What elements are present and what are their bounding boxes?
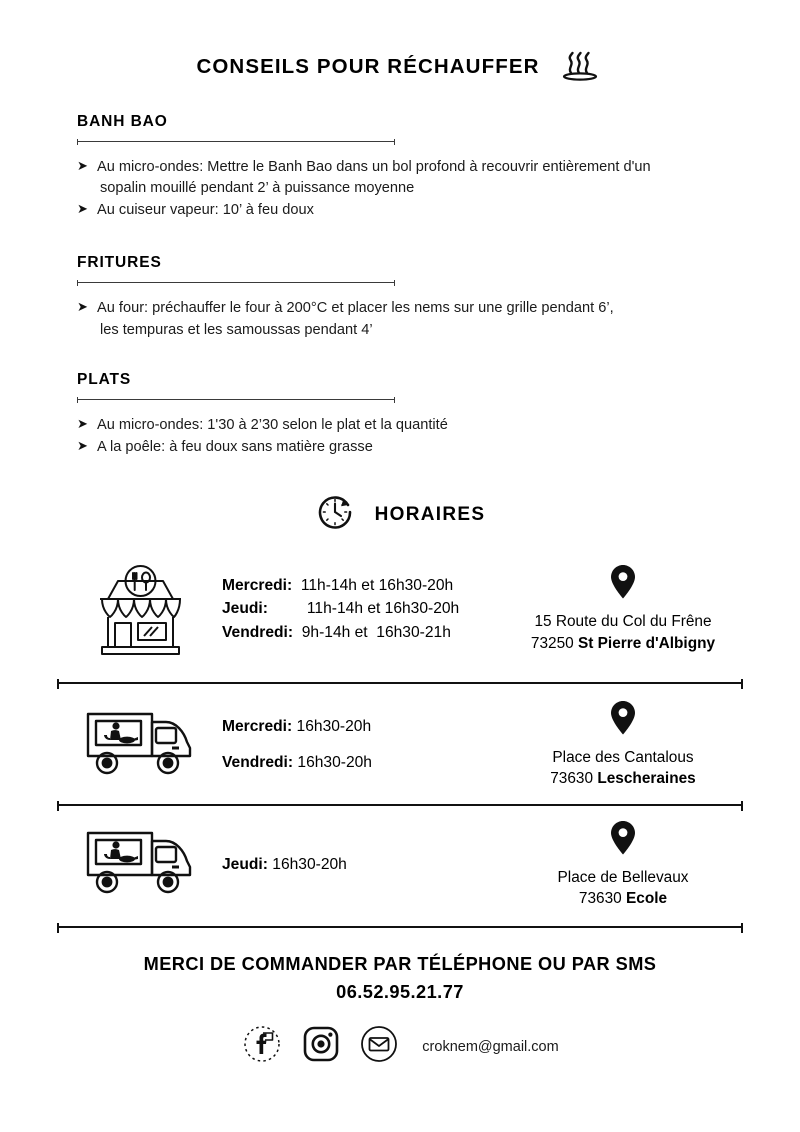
lescheraines-hours bbox=[210, 715, 498, 775]
block-divider bbox=[57, 926, 743, 928]
instruction-list bbox=[77, 415, 800, 458]
section-divider bbox=[77, 141, 395, 142]
map-pin-icon bbox=[498, 820, 748, 861]
instruction-item bbox=[77, 298, 800, 340]
food-truck-icon bbox=[70, 823, 210, 905]
instruction-text: Au micro-ondes: Mettre le Banh Bao dans un bol profond à recouvrir entièrement d'un bbox=[97, 159, 651, 175]
email-address[interactable]: croknem@gmail.com bbox=[422, 1038, 559, 1055]
instruction-text: Au four: préchauffer le four à 200°C et placer les nems sur une grille pendant 6’, bbox=[97, 300, 614, 317]
section-heading: FRITURES bbox=[77, 254, 162, 272]
page-header bbox=[0, 0, 800, 87]
section-heading: BANH BAO bbox=[77, 113, 168, 130]
day-label: Vendredi: bbox=[222, 623, 294, 641]
block-divider bbox=[57, 804, 743, 806]
order-cta-text: MERCI DE COMMANDER PAR TÉLÉPHONE OU PAR SMS bbox=[143, 954, 657, 975]
phone-number[interactable]: 06.52.95.21.77 bbox=[336, 982, 464, 1003]
storefront-icon bbox=[70, 559, 210, 659]
social-links bbox=[0, 1023, 800, 1070]
food-truck-icon bbox=[70, 704, 210, 786]
hours-row bbox=[222, 621, 498, 644]
postcode: 73250 bbox=[530, 634, 574, 652]
address-street: Place des Cantalous bbox=[552, 749, 694, 767]
lescheraines-address bbox=[498, 700, 748, 790]
ecole-address bbox=[498, 820, 748, 910]
steam-icon bbox=[558, 46, 604, 87]
page-footer bbox=[0, 954, 800, 1070]
instruction-text: Au micro-ondes: 1'30 à 2’30 selon le plat et la quantité bbox=[97, 416, 448, 433]
instruction-item bbox=[77, 437, 800, 458]
address-city-line bbox=[498, 633, 748, 654]
time-value: 11h-14h et 16h30-20h bbox=[300, 577, 454, 594]
location-block-ecole bbox=[0, 820, 800, 910]
section-plats bbox=[77, 371, 800, 458]
postcode: 73630 bbox=[578, 889, 622, 907]
address-street: 15 Route du Col du Frêne bbox=[534, 613, 712, 631]
location-block-shop bbox=[0, 559, 800, 659]
map-pin-icon bbox=[498, 700, 748, 741]
horaires-header bbox=[0, 492, 800, 537]
email-icon[interactable] bbox=[359, 1024, 399, 1069]
address-city-line bbox=[498, 768, 748, 789]
instruction-text: A la poêle: à feu doux sans matière grasse bbox=[97, 438, 373, 455]
day-label: Vendredi: bbox=[222, 754, 294, 772]
instruction-text-continued: les tempuras et les samoussas pendant 4’ bbox=[100, 321, 373, 338]
arrow-bullet-icon: ➤ bbox=[77, 437, 88, 453]
section-divider bbox=[77, 399, 395, 400]
instruction-list bbox=[77, 298, 800, 340]
time-value: 9h-14h et 16h30-21h bbox=[301, 623, 451, 641]
map-pin-icon bbox=[498, 564, 748, 605]
hours-row bbox=[222, 715, 498, 738]
instruction-item bbox=[77, 415, 800, 436]
clock-icon bbox=[315, 492, 355, 537]
ecole-hours bbox=[210, 853, 498, 876]
location-block-lescheraines bbox=[0, 700, 800, 790]
city: Ecole bbox=[626, 889, 668, 907]
hours-row bbox=[222, 751, 498, 774]
address-street: Place de Bellevaux bbox=[557, 868, 689, 886]
section-banh-bao bbox=[77, 113, 800, 221]
arrow-bullet-icon: ➤ bbox=[77, 415, 88, 431]
horaires-title: HORAIRES bbox=[374, 503, 486, 525]
block-divider bbox=[57, 682, 743, 684]
time-value: 16h30-20h bbox=[272, 855, 347, 873]
day-label: Mercredi: bbox=[222, 577, 293, 594]
city: St Pierre d'Albigny bbox=[578, 634, 716, 652]
spacer bbox=[77, 347, 800, 371]
section-fritures bbox=[77, 254, 800, 340]
hours-row bbox=[222, 597, 498, 620]
arrow-bullet-icon: ➤ bbox=[77, 158, 88, 173]
instruction-text-continued: sopalin mouillé pendant 2’ à puissance moyenne bbox=[100, 180, 415, 197]
section-divider bbox=[77, 282, 395, 283]
time-value: 11h-14h et 16h30-20h bbox=[306, 600, 460, 618]
reheating-instructions bbox=[0, 113, 800, 458]
instagram-icon[interactable] bbox=[302, 1025, 340, 1068]
spacer bbox=[77, 227, 800, 254]
shop-hours bbox=[210, 574, 498, 644]
day-label: Jeudi: bbox=[222, 855, 268, 873]
day-label: Mercredi: bbox=[222, 717, 293, 735]
time-value: 16h30-20h bbox=[296, 717, 372, 735]
section-heading: PLATS bbox=[77, 370, 132, 388]
shop-address bbox=[498, 564, 748, 654]
instruction-item bbox=[77, 200, 800, 221]
instruction-item bbox=[77, 157, 800, 199]
instruction-text: Au cuiseur vapeur: 10’ à feu doux bbox=[97, 202, 314, 219]
city: Lescheraines bbox=[597, 770, 696, 788]
arrow-bullet-icon: ➤ bbox=[77, 201, 88, 217]
hours-row bbox=[222, 574, 498, 597]
day-label: Jeudi: bbox=[222, 600, 268, 618]
arrow-bullet-icon: ➤ bbox=[77, 299, 88, 315]
postcode: 73630 bbox=[550, 770, 594, 788]
time-value: 16h30-20h bbox=[297, 754, 372, 772]
instruction-list bbox=[77, 157, 800, 221]
hours-row bbox=[222, 853, 498, 876]
facebook-icon[interactable] bbox=[241, 1023, 283, 1070]
page-title: CONSEILS POUR RÉCHAUFFER bbox=[196, 54, 540, 78]
address-city-line bbox=[498, 888, 748, 909]
